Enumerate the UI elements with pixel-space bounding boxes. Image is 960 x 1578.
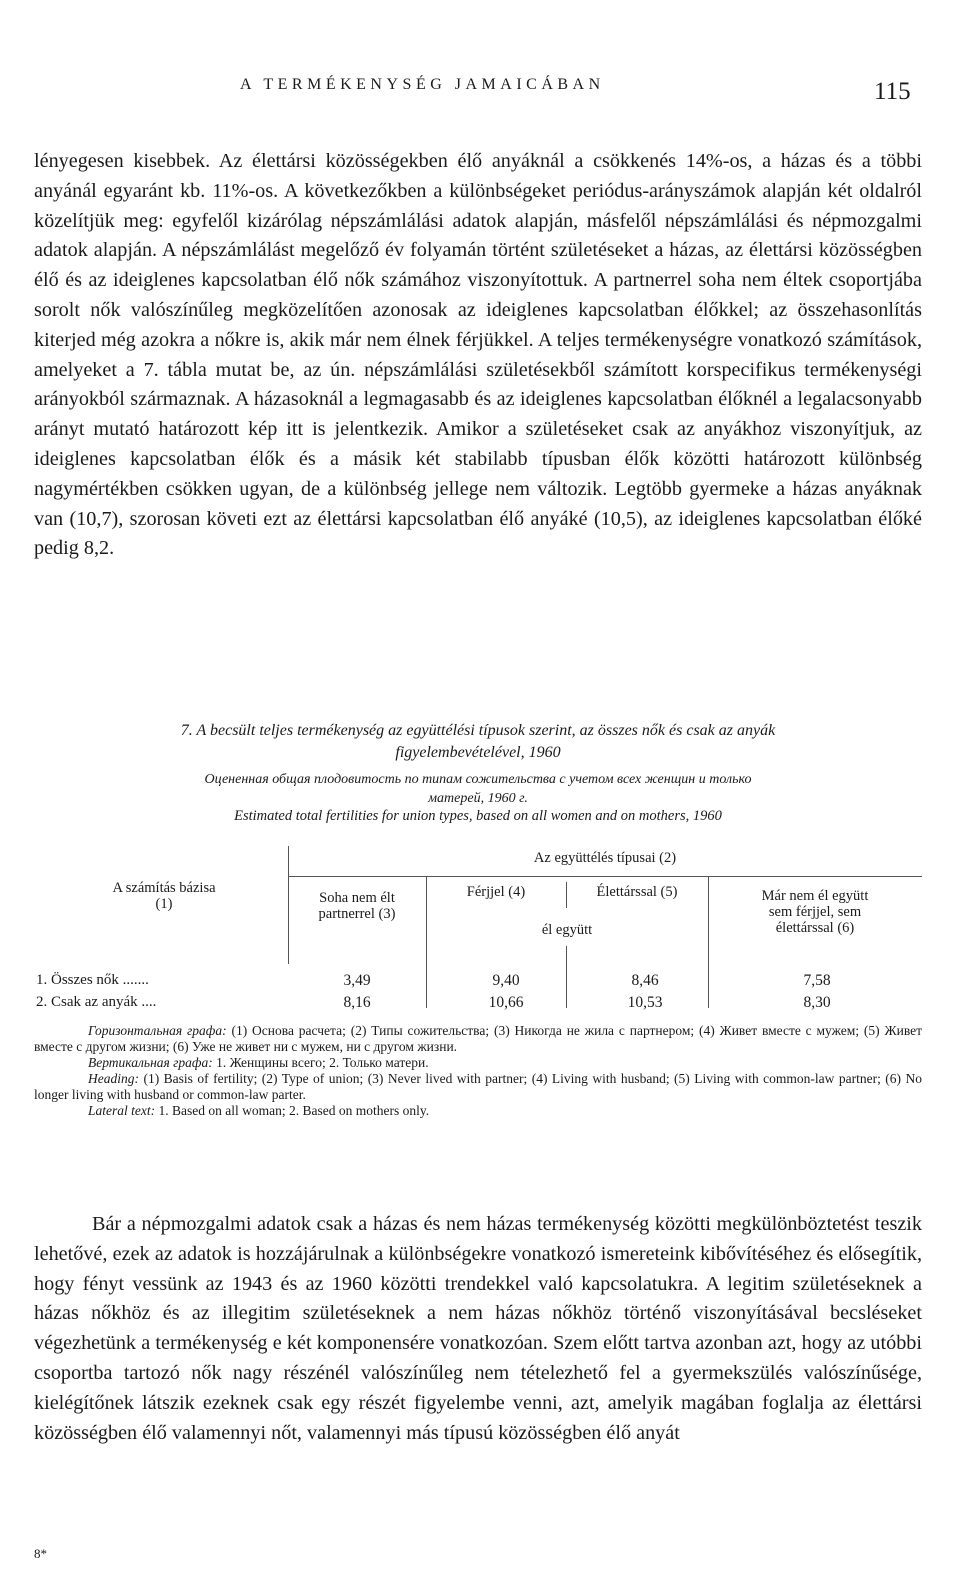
cell-value: 7,58	[803, 972, 831, 989]
row-label-all-women: 1. Összes nők .......	[36, 972, 149, 988]
col-never-lived: Soha nem élt partnerrel (3)	[318, 890, 396, 922]
union-type-head: Az együttélés típusai (2)	[533, 850, 677, 866]
note-ru-heading: Горизонтальная графа: (1) Основа расчета; (2) Типы сожительства; (3) Никогда не жила с партнером; (4) Живет вместе с мужем; (5) Живет вместе с другом жизни; (6) Уже не живет ни с мужем, ни с другом жизни.	[34, 1023, 923, 1054]
caption-hu-line1: 7. A becsült teljes termékenység az együttélési típusok szerint, az összes nők és csak az anyák	[180, 722, 776, 739]
page-number: 115	[874, 78, 911, 105]
cell-value: 10,66	[488, 994, 524, 1011]
col-with-husband: Férjjel (4)	[466, 884, 526, 900]
cell-value: 10,53	[627, 994, 663, 1011]
col-with-partner: Élettárssal (5)	[596, 884, 678, 900]
caption-ru-line2: матерей, 1960 г.	[428, 791, 528, 806]
col-living-together: él együtt	[541, 922, 593, 938]
stub-head: A számítás bázisa (1)	[112, 880, 216, 912]
signature-mark: 8*	[34, 1546, 47, 1561]
fertility-table	[34, 838, 922, 1016]
col-no-longer: Már nem él együtt sem férjjel, sem élettárssal (6)	[761, 888, 869, 936]
table-caption-english: Estimated total fertilities for union types, based on all women and on mothers, 1960	[234, 808, 722, 824]
row-label-mothers: 2. Csak az anyák ....	[36, 994, 157, 1010]
table-notes	[34, 1023, 922, 1119]
body-paragraph-1: lényegesen kisebbek. Az élettársi közösségekben élő anyáknál a csökkenés 14%-os, a házas és a többi anyánál egyaránt kb. 11%-os. A következőkben a különbségeket periódus-arányszámok alapján két oldalról közelítjük meg: egyfelől kizárólag népszámlálási adatok alapján, másfelől népszámlálási és népmozgalmi adatok alapján. A népszámlálást megelőző év folyamán történt születéseket a házas, az élettársi közösségben élő és az ideiglenes kapcsolatban élő nők számához viszonyítottuk. A partnerrel soha nem éltek csoportjába sorolt nők valószínűleg megközelítően azonosak az ideiglenes kapcsolatban élőkkel; az összehasonlítás kiterjed még azokra a nőkre is, akik már nem élnek férjükkel. A teljes termékenységre vonatkozó számítások, amelyeket a 7. tábla mutat be, az ún. népszámlálási születésekből számított korspecifikus termékenységi arányokból származnak. A házasoknál a legmagasabb és az ideiglenes kapcsolatban élőknél a legalacsonyabb arányt mutató határozott kép itt is jelentkezik. Amikor a születéseket csak az anyákhoz viszonyítjuk, az ideiglenes kapcsolatban élők és a másik két stabilabb típusban élők közötti határozott különbség nagymértékben csökken ugyan, de a különbség jellege nem változik. Legtöbb gyermeke a házas anyáknak van (10,7), szorosan követi ezt az élettársi kapcsolatban élő anyáké (10,5), az ideiglenes kapcsolatban élőké pedig 8,2.	[34, 150, 922, 560]
note-ru-lateral: Вертикальная графа: 1. Женщины всего; 2. Только матери.	[88, 1055, 429, 1070]
caption-hu-line2: figyelembevételével, 1960	[395, 744, 561, 761]
body-paragraph-2: Bár a népmozgalmi adatok csak a házas és nem házas termékenység közötti megkülönböztetést teszik lehetővé, ezek az adatok is hozzájárulnak a különbségekre vonatkozó ismereteink kibővítéséhez és elősegítik, hogy fényt vessünk az 1943 és az 1960 közötti trendekkel való kapcsolatukra. A legitim születéseknek a házas nőkhöz és az illegitim születéseknek a nem házas nőkhöz történő viszonyításával becsléseket végezhetünk a termékenység e két komponensére vonatkozóan. Szem előtt tartva azonban azt, hogy az utóbbi csoportba tartozó nők nagy részénél valószínűleg nem tételezhető fel a gyermekszülés valószínűsége, kielégítőnek látszik ezeknek csak egy részét figyelembe venni, azt, amelyik magában foglalja az élettársi közösségben élő valamennyi nőt, valamennyi más típusú közösségben élő anyát	[34, 1213, 922, 1444]
table-caption-hungarian	[34, 720, 922, 764]
cell-value: 8,30	[803, 994, 831, 1011]
caption-ru-line1: Оцененная общая плодовитость по типам сожительства с учетом всех женщин и только	[204, 772, 752, 787]
cell-value: 3,49	[343, 972, 371, 989]
cell-value: 9,40	[492, 972, 520, 989]
note-en-heading: Heading: (1) Basis of fertility; (2) Type of union; (3) Never lived with partner; (4) Living with husband; (5) Living with common-law partner; (6) No longer living with husband or common-law parter.	[34, 1071, 922, 1102]
cell-value: 8,46	[631, 972, 659, 989]
note-en-lateral: Lateral text: 1. Based on all woman; 2. Based on mothers only.	[88, 1103, 430, 1118]
cell-value: 8,16	[343, 994, 371, 1011]
table-caption-russian	[34, 770, 922, 808]
running-title: A TERMÉKENYSÉG JAMAICÁBAN	[240, 76, 605, 93]
